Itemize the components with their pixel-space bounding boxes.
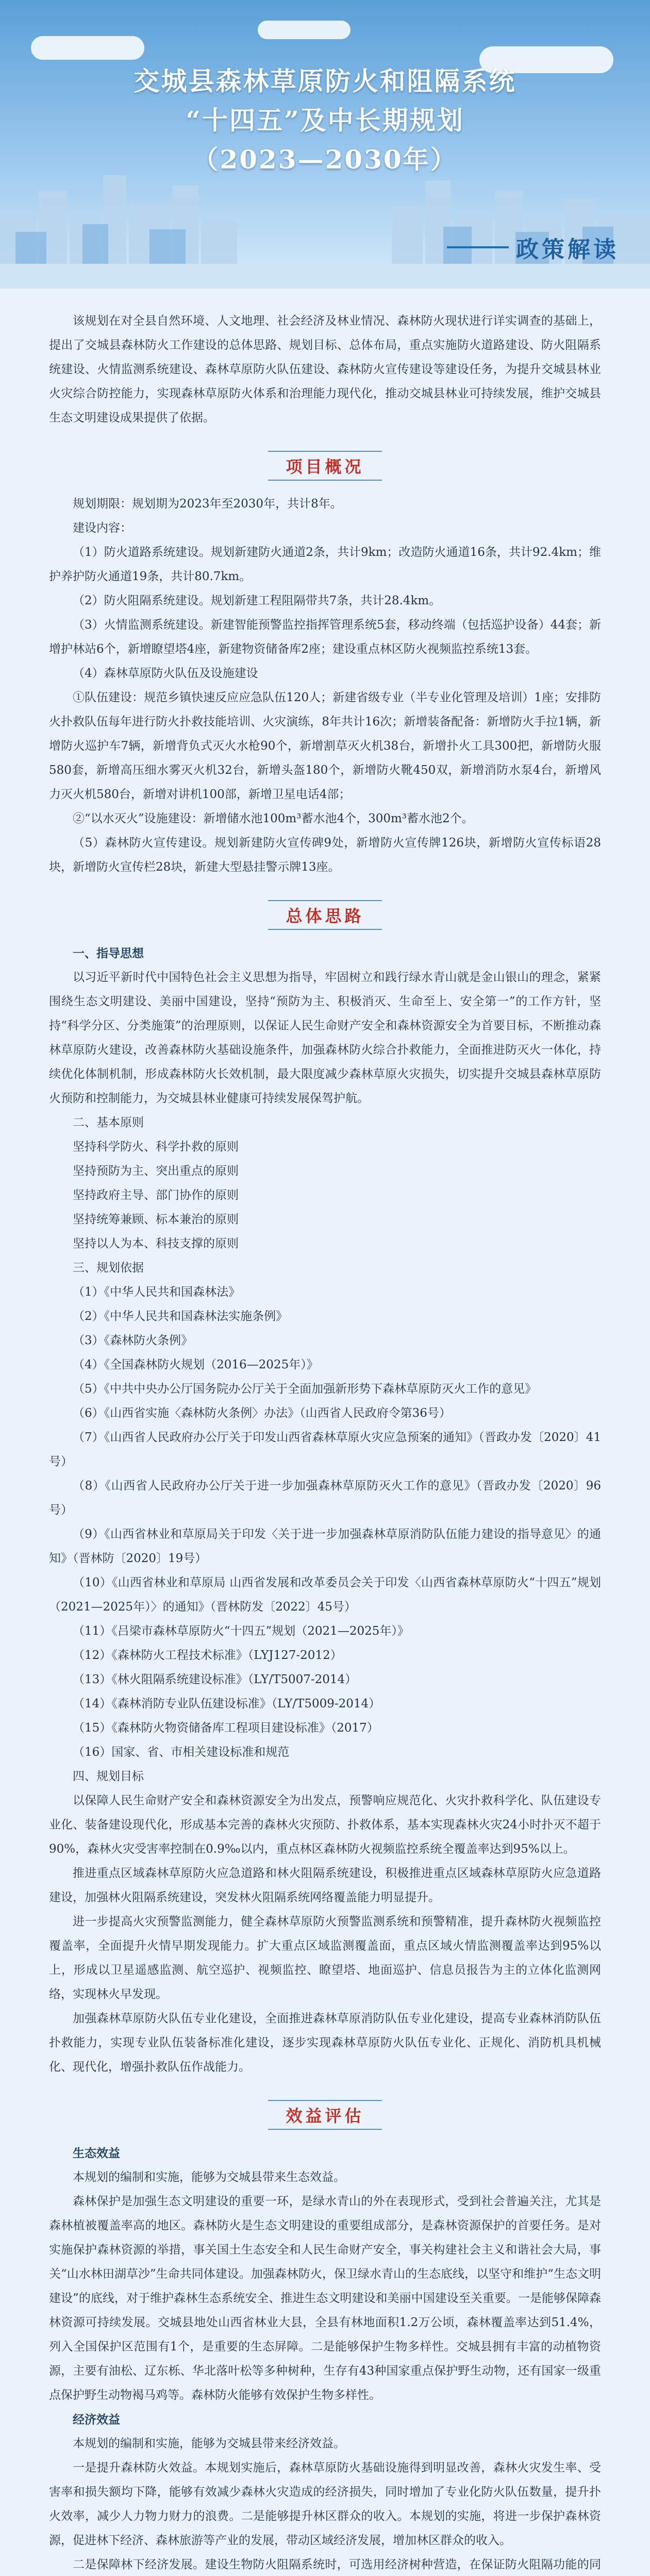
thinking-paragraph: （8）《山西省人民政府办公厅关于进一步加强森林草原防灭火工作的意见》（晋政办发〔2020〕96号） [49, 1479, 601, 1517]
thinking-paragraph: （3）《森林防火条例》 [73, 1334, 193, 1347]
thinking-paragraph: 坚持政府主导、部门协作的原则 [73, 1189, 239, 1202]
section-benefit [49, 2100, 601, 2130]
section-title-thinking: 总体思路 [268, 900, 381, 930]
section-overview [49, 451, 601, 481]
cloud-decoration [258, 21, 351, 39]
overview-paragraph: 规划期限：规划期为2023年至2030年，共计8年。 [73, 497, 342, 511]
thinking-paragraph: 一、指导思想 [73, 946, 144, 960]
title-line-1: 交城县森林草原防火和阻隔系统 [134, 66, 516, 96]
thinking-paragraph: （16）国家、省、市相关建设标准和规范 [73, 1745, 290, 1759]
benefit-paragraph: 本规划的编制和实施，能够为交城县带来经济效益。 [73, 2437, 345, 2450]
thinking-paragraph: 二、基本原则 [73, 1116, 144, 1129]
benefit-paragraph: 经济效益 [73, 2413, 120, 2427]
thinking-paragraph: （9）《山西省林业和草原局关于印发〈关于进一步加强森林草原消防队伍能力建设的指导意见〉的通知》（晋林防〔2020〕19号） [49, 1528, 601, 1565]
thinking-paragraph: （15）《森林防火物资储备库工程项目建设标准》（2017） [73, 1721, 379, 1735]
thinking-paragraph: （12）《森林防火工程技术标准》（LYJ127-2012） [73, 1649, 342, 1662]
thinking-paragraph: （4）《全国森林防火规划（2016—2025年）》 [73, 1358, 319, 1371]
overview-paragraph: （2）防火阻隔系统建设。规划新建工程阻隔带共7条，共计28.4km。 [73, 594, 441, 607]
benefit-paragraph: 二是保障林下经济发展。建设生物防火阻隔系统时，可选用经济树种营造，在保证防火阻隔功能的同 [73, 2558, 601, 2571]
overview-content [49, 492, 601, 879]
article-body [0, 289, 650, 2576]
benefit-content [49, 2141, 601, 2576]
thinking-paragraph: （13）《林火阻隔系统建设标准》（LY/T5007-2014） [73, 1673, 357, 1686]
thinking-paragraph: 进一步提高火灾预警监测能力，健全森林草原防火预警监测系统和预警精准，提升森林防火视频监控覆盖率，全面提升火情早期发现能力。扩大重点区域监测覆盖面，重点区域火情监测覆盖率达到95%以上，形成以卫星遥感监测、航空巡护、视频监控、瞭望塔、地面巡护、信息员报告为主的立体化监测网络，实现林火早发现。 [49, 1915, 601, 2001]
thinking-paragraph: 坚持预防为主、突出重点的原则 [73, 1164, 239, 1178]
header-banner [0, 0, 650, 289]
thinking-paragraph: 坚持统筹兼顾、标本兼治的原则 [73, 1213, 239, 1226]
benefit-paragraph: 森林保护是加强生态文明建设的重要一环，是绿水青山的外在表现形式，受到社会普遍关注，尤其是森林植被覆盖率高的地区。森林防火是生态文明建设的重要组成部分，是森林资源保护的首要任务。是对实施保护森林资源的举措，事关国土生态安全和人民生命财产安全，事关构建社会主义和谐社会大局，事关“山水林田湖草沙”生命共同体建设。加强森林防火，保卫绿水青山的生态底线，以坚守和维护“生态文明建设”的底线，对于维护森林生态系统安全、推进生态文明建设和美丽中国建设至关重要。一是能够保障森林资源可持续发展。交城县地处山西省林业大县，全县有林地面积1.2万公顷，森林覆盖率达到51.4%，列入全国保护区范围有1个，是重要的生态屏障。二是能够保护生物多样性。交城县拥有丰富的动植物资源，主要有油松、辽东栎、华北落叶松等多种树种，生存有43种国家重点保护野生动物，还有国家一级重点保护野生动物褐马鸡等。森林防火能够有效保护生物多样性。 [49, 2195, 601, 2402]
overview-paragraph: （4）森林草原防火队伍及设施建设 [73, 667, 258, 680]
overview-paragraph: （1）防火道路系统建设。规划新建防火通道2条，共计9km；改造防火通道16条，共计92.4km；维护养护防火通道19条，共计80.7km。 [49, 546, 601, 583]
thinking-paragraph: 坚持科学防火、科学扑救的原则 [73, 1140, 239, 1154]
section-thinking [49, 900, 601, 930]
policy-tag-label: 政策解读 [516, 236, 619, 263]
section-title-overview: 项目概况 [268, 451, 381, 481]
thinking-paragraph: 三、规划依据 [73, 1261, 144, 1275]
overview-paragraph: （5）森林防火宣传建设。规划新建防火宣传碑9处，新增防火宣传牌126块，新增防火宣传标语28块，新增防火宣传栏28块，新建大型悬挂警示牌13座。 [49, 836, 601, 874]
overview-paragraph: 建设内容： [73, 521, 132, 535]
policy-tag [447, 231, 619, 264]
thinking-paragraph: 以保障人民生命财产安全和森林资源安全为出发点，预警响应规范化、火灾扑救科学化、队伍建设专业化、装备建设现代化，形成基本完善的森林火灾预防、扑救体系，基本实现森林火灾24小时扑灭不超于90%，森林火灾受害率控制在0.9‰以内，重点林区森林防火视频监控系统全覆盖率达到95%以上。 [49, 1794, 601, 1856]
thinking-paragraph: 坚持以人为本、科技支撑的原则 [73, 1237, 239, 1250]
thinking-content [49, 941, 601, 2079]
overview-paragraph: ②“以水灭火”设施建设：新增储水池100m³蓄水池4个，300m³蓄水池2个。 [73, 812, 474, 825]
section-title-benefit: 效益评估 [268, 2100, 381, 2130]
thinking-paragraph: （6）《山西省实施〈森林防火条例〉办法》（山西省人民政府令第36号） [73, 1406, 451, 1420]
overview-paragraph: ①队伍建设：规范乡镇快速反应应急队伍120人；新建省级专业（半专业化管理及培训）1座；安排防火扑救队伍每年进行防火扑救技能培训、火灾演练，8年共计16次；新增装备配备：新增防火手拉1辆，新增防火巡护车7辆，新增背负式灭火水枪90个，新增割草灭火机38台，新增扑火工具300把，新增防火服580套，新增高压细水雾灭火机32台，新增头盔180个，新增防火靴450双，新增消防水泵4台，新增风力灭火机580台，新增对讲机100部，新增卫星电话4部； [49, 691, 601, 801]
thinking-paragraph: （11）《吕梁市森林草原防火“十四五”规划（2021—2025年）》 [73, 1624, 409, 1638]
thinking-paragraph: （10）《山西省林业和草原局 山西省发展和改革委员会关于印发〈山西省森林草原防火“十四五”规划（2021—2025年）〉的通知》（晋林防发〔2022〕45号） [49, 1576, 601, 1614]
thinking-paragraph: （14）《森林消防专业队伍建设标准》（LY/T5009-2014） [73, 1697, 381, 1710]
policy-tag-divider [447, 246, 509, 248]
title-block [0, 62, 650, 179]
benefit-paragraph: 本规划的编制和实施，能够为交城县带来生态效益。 [73, 2171, 345, 2184]
thinking-paragraph: 以习近平新时代中国特色社会主义思想为指导，牢固树立和践行绿水青山就是金山银山的理念，紧紧围绕生态文明建设、美丽中国建设，坚持“预防为主、积极消灭、生命至上、安全第一”的工作方针，坚持“科学分区、分类施策”的治理原则，以保证人民生命财产安全和森林资源安全为首要目标，不断推动森林草原防火建设，改善森林防火基础设施条件，加强森林防火综合扑救能力，全面推进防灭火一体化，持续优化体制机制，形成森林防火长效机制，最大限度减少森林草原火灾损失，切实提升交城县森林草原防火预防和控制能力，为交城县林业健康可持续发展保驾护航。 [49, 971, 601, 1105]
thinking-paragraph: （1）《中华人民共和国森林法》 [73, 1285, 241, 1299]
title-line-2: “十四五”及中长期规划 [186, 105, 464, 135]
thinking-paragraph: 推进重点区域森林草原防火应急道路和林火阻隔系统建设，积极推进重点区域森林草原防火应急道路建设，加强林火阻隔系统建设，突发林火阻隔系统网络覆盖能力明显提升。 [49, 1867, 601, 1904]
thinking-paragraph: 四、规划目标 [73, 1770, 144, 1783]
benefit-paragraph: 生态效益 [73, 2146, 120, 2160]
banner-ground [0, 264, 650, 289]
thinking-paragraph: （2）《中华人民共和国森林法实施条例》 [73, 1310, 288, 1323]
thinking-paragraph: 加强森林草原防火队伍专业化建设，全面推进森林草原消防队伍专业化建设，提高专业森林消防队伍扑救能力，实现专业队伍装备标准化建设，逐步实现森林草原防火队伍专业化、正规化、消防机具机械化、现代化，增强扑救队伍作战能力。 [49, 2012, 601, 2074]
cloud-decoration [31, 36, 144, 60]
thinking-paragraph: （5）《中共中央办公厅国务院办公厅关于全面加强新形势下森林草原防灭火工作的意见》 [73, 1382, 537, 1396]
benefit-paragraph: 一是提升森林防火效益。本规划实施后，森林草原防火基础设施得到明显改善，森林火灾发生率、受害率和损失额均下降，能够有效减少森林火灾造成的经济损失，同时增加了专业化防火队伍数量，提升扑火效率，减少人力物力财力的浪费。二是能够提升林区群众的收入。本规划的实施，将进一步保护森林资源，促进林下经济、森林旅游等产业的发展，带动区域经济发展，增加林区群众的收入。 [49, 2461, 601, 2547]
overview-paragraph: （3）火情监测系统建设。新建智能预警监控指挥管理系统5套，移动终端（包括巡护设备）44套；新增护林站6个，新增瞭望塔4座，新建物资储备库2座；建设重点林区防火视频监控系统13套。 [49, 618, 601, 656]
thinking-paragraph: （7）《山西省人民政府办公厅关于印发山西省森林草原火灾应急预案的通知》（晋政办发〔2020〕41号） [49, 1431, 601, 1468]
intro-paragraph: 该规划在对全县自然环境、人文地理、社会经济及林业情况、森林防火现状进行详实调查的基础上，提出了交城县森林防火工作建设的总体思路、规划目标、总体布局，重点实施防火道路建设、防火阻隔系统建设、火情监测系统建设、森林草原防火队伍建设、森林防火宣传建设等建设任务，为提升交城县林业火灾综合防控能力，实现森林草原防火体系和治理能力现代化，推动交城县林业可持续发展，维护交城县生态文明建设成果提供了依据。 [49, 314, 601, 425]
title-line-3: （2023—2030年） [192, 144, 458, 175]
